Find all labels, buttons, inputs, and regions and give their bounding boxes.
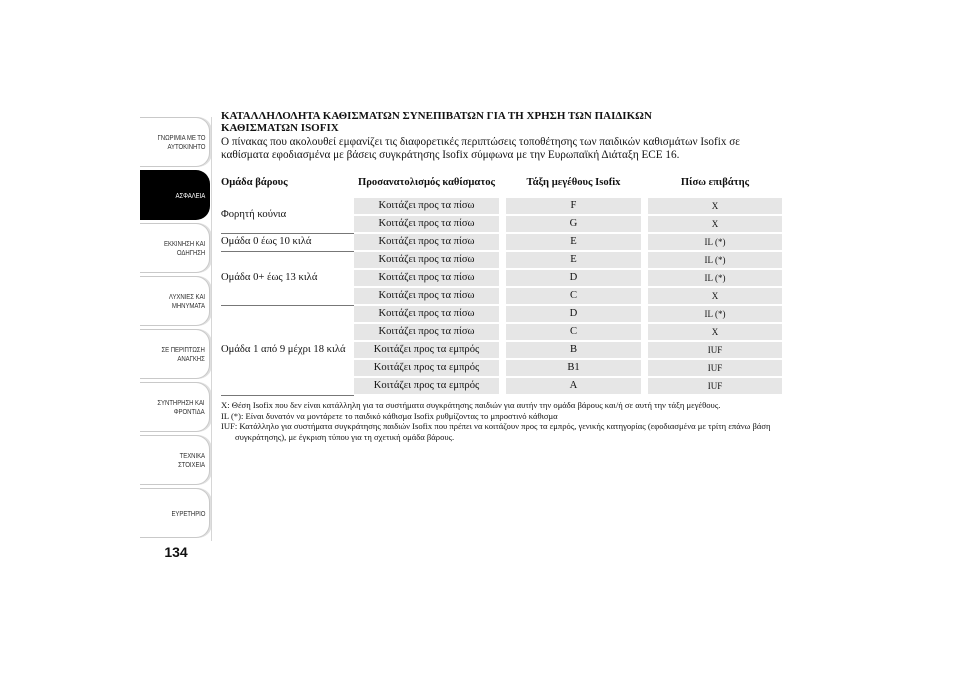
size-class-cell: E [506,233,641,251]
tab-label: ΕΚΚΙΝΗΣΗ ΚΑΙ ΟΔΗΓΗΣΗ [163,239,205,257]
size-class-cell: A [506,377,641,395]
tab-label: ΣΥΝΤΗΡΗΣΗ ΚΑΙ ΦΡΟΝΤΙΔΑ [157,398,205,416]
rear-passenger-cell: IL (*) [648,233,782,251]
intro-paragraph: Ο πίνακας που ακολουθεί εμφανίζει τις διαφορετικές περιπτώσεις τοποθέτησης των παιδικών καθισμάτων Isofix σε καθίσματα εφοδιασμένα με βάσεις συγκράτησης Isofix σύμφωνα με την Ευρωπαϊκή Διάταξη ECE 16. [221,136,740,161]
orientation-cell: Κοιτάζει προς τα πίσω [354,305,499,323]
footnote-x: X: Θέση Isofix που δεν είναι κατάλληλη για τα συστήματα συγκράτησης παιδιών για αυτήν την ομάδα βάρους και/ή σε αυτή την τάξη μεγέθους. [221,400,721,410]
orientation-cell: Κοιτάζει προς τα πίσω [354,287,499,305]
size-class-cell: F [506,198,641,215]
isofix-table [221,168,782,396]
tab-emergency[interactable] [140,329,210,379]
tab-maintenance[interactable] [140,382,210,432]
tab-label: ΣΕ ΠΕΡΙΠΤΩΣΗ ΑΝΑΓΚΗΣ [161,345,205,363]
rear-passenger-cell: X [648,215,782,233]
footnote-il: IL (*): Είναι δυνατόν να μοντάρετε το παιδικό κάθισμα Isofix ρυθμίζοντας το μπροστινό κάθισμα [221,410,558,421]
rear-passenger-cell: IL (*) [648,251,782,269]
tab-starting-driving[interactable] [140,223,210,273]
orientation-cell: Κοιτάζει προς τα εμπρός [354,341,499,359]
weight-group-cell: Φορητή κούνια [221,198,354,233]
size-class-cell: D [506,305,641,323]
table-row [221,198,782,215]
header-orientation: Προσανατολισμός καθίσματος [357,177,495,188]
header-weight-group: Ομάδα βάρους [221,177,288,188]
orientation-cell: Κοιτάζει προς τα πίσω [354,269,499,287]
tab-warning-lights[interactable] [140,276,210,326]
orientation-cell: Κοιτάζει προς τα πίσω [354,251,499,269]
rear-passenger-cell: IUF [648,341,782,359]
header-size-class: Τάξη μεγέθους Isofix [526,177,621,188]
main-content [221,110,781,442]
size-class-cell: E [506,251,641,269]
tab-index[interactable] [140,488,210,538]
weight-group-cell: Ομάδα 1 από 9 μέχρι 18 κιλά [221,305,354,395]
rear-passenger-cell: IUF [648,359,782,377]
page-number: 134 [164,544,188,560]
rear-passenger-cell: IUF [648,377,782,395]
tab-technical-data[interactable] [140,435,210,485]
tab-label: ΓΝΩΡΙΜΙΑ ΜΕ ΤΟ ΑΥΤΟΚΙΝΗΤΟ [157,133,205,151]
tab-label: ΑΣΦΑΛΕΙΑ [175,190,205,200]
tab-label: ΛΥΧΝΙΕΣ ΚΑΙ ΜΗΝΥΜΑΤΑ [168,292,205,310]
size-class-cell: C [506,287,641,305]
table-row [221,233,782,251]
tab-getting-to-know-car[interactable] [140,117,210,167]
size-class-cell: B1 [506,359,641,377]
rear-passenger-cell: X [648,323,782,341]
rear-passenger-cell: IL (*) [648,269,782,287]
tab-label: ΤΕΧΝΙΚΑ ΣΤΟΙΧΕΙΑ [178,451,205,469]
header-rear-passenger: Πίσω επιβάτης [680,177,750,188]
orientation-cell: Κοιτάζει προς τα εμπρός [354,359,499,377]
size-class-cell: G [506,215,641,233]
rear-passenger-cell: X [648,287,782,305]
rear-passenger-cell: X [648,198,782,215]
table-header-row [221,168,782,198]
weight-group-cell: Ομάδα 0+ έως 13 κιλά [221,251,354,305]
tab-safety[interactable] [140,170,210,220]
orientation-cell: Κοιτάζει προς τα πίσω [354,323,499,341]
table-row [221,251,782,269]
size-class-cell: B [506,341,641,359]
tab-label: ΕΥΡΕΤΗΡΙΟ [171,508,205,518]
table-row [221,305,782,323]
orientation-cell: Κοιτάζει προς τα εμπρός [354,377,499,395]
footnotes [221,400,781,442]
sidebar-divider [211,117,212,541]
size-class-cell: C [506,323,641,341]
orientation-cell: Κοιτάζει προς τα πίσω [354,233,499,251]
footnote-iuf: IUF: Κατάλληλο για συστήματα συγκράτησης παιδιών Isofix που πρέπει να κοιτάζουν προς τα εμπρός, γενικής κατηγορίας (εφοδιασμένα με τρίτη επάνω βάση συγκράτησης), με έγκριση τύπου για τη σχετική ομάδα βάρους. [221,421,771,442]
weight-group-cell: Ομάδα 0 έως 10 κιλά [221,233,354,251]
orientation-cell: Κοιτάζει προς τα πίσω [354,198,499,215]
size-class-cell: D [506,269,641,287]
page-title: ΚΑΤΑΛΛΗΛΟΛΗΤΑ ΚΑΘΙΣΜΑΤΩΝ ΣΥΝΕΠΙΒΑΤΩΝ ΓΙΑ ΤΗ ΧΡΗΣΗ ΤΩΝ ΠΑΙΔΙΚΩΝ ΚΑΘΙΣΜΑΤΩΝ ISOFIX [221,110,652,134]
orientation-cell: Κοιτάζει προς τα πίσω [354,215,499,233]
rear-passenger-cell: IL (*) [648,305,782,323]
